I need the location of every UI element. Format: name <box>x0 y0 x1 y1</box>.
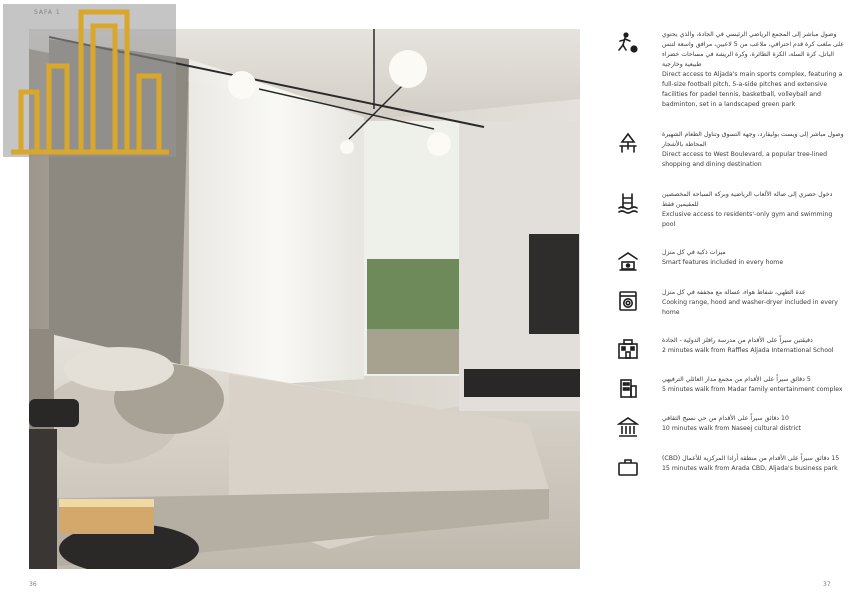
feature-english-text: Smart features included in every home <box>662 259 784 266</box>
school-icon <box>617 338 639 360</box>
page-number-right: 37 <box>823 581 831 588</box>
feature-arabic-text: عدة الطهي، شفاط هواء، غسالة مع مجففة في كل منزل <box>662 289 806 296</box>
feature-item-raffles-school <box>613 336 843 366</box>
feature-item-arada-cbd <box>613 454 843 484</box>
runner-icon <box>617 32 639 54</box>
pool-icon <box>617 192 639 214</box>
feature-arabic-text: 15 دقائق سيراً على الأقدام من منطقة أرادا المركزية للأعمال (CBD) <box>662 455 840 462</box>
briefcase-icon <box>617 456 639 478</box>
feature-english-text: 15 minutes walk from Arada CBD, Aljada's business park <box>662 465 838 472</box>
building-icon <box>617 377 639 399</box>
feature-english-text: Exclusive access to residents'-only gym and swimming pool <box>662 211 833 228</box>
feature-arabic-text: وصول مباشر إلى المجمع الرياضي الرئيسي في الجادة، والذي يحتوي على ملعب كرة قدم احترافي، ملاعب من 5 لاعبين، مرافق واسعة لتنس الباتل، كرة السلة، الكرة الطائرة، وكرة الريشة في مساحات خضراء طبيعية وخارجية <box>662 31 844 68</box>
feature-english-text: 10 minutes walk from Naseej cultural district <box>662 425 802 432</box>
page-number-left: 36 <box>29 581 37 588</box>
feature-arabic-text: دقيقتين سيراً على الأقدام من مدرسة رافلز الدولية - الجادة <box>662 337 813 344</box>
feature-english-text: Direct access to Aljada's main sports complex, featuring a full-size football pitch, 5-a-side pitches and extensive facilities for padel tennis, basketball, volleyball and badminton, set in a landscaped green park <box>662 71 843 108</box>
tree-bench-icon <box>617 132 639 154</box>
feature-item-gym-pool <box>613 190 843 230</box>
feature-item-madar <box>613 375 843 405</box>
logo-watermark <box>3 4 176 157</box>
feature-item-smart-home <box>613 248 843 278</box>
feature-english-text: 5 minutes walk from Madar family entertainment complex <box>662 386 843 393</box>
smart-home-icon <box>617 250 639 272</box>
building-logo-icon <box>3 4 176 157</box>
washer-icon <box>617 290 639 312</box>
feature-arabic-text: 5 دقائق سيراً على الأقدام من مجمع مدار العائلي الترفيهي <box>662 376 811 383</box>
feature-item-appliances <box>613 288 843 328</box>
feature-arabic-text: دخول حصري إلى صالة الألعاب الرياضية وبركة السباحة المخصصين للمقيمين فقط <box>662 191 833 208</box>
feature-arabic-text: وصول مباشر إلى ويست بوليفارد، وجهة التسوق وتناول الطعام الشهيرة المحاطة بالأشجار <box>662 131 844 148</box>
cultural-district-icon <box>617 416 639 438</box>
feature-english-text: 2 minutes walk from Raffles Aljada International School <box>662 347 834 354</box>
feature-english-text: Direct access to West Boulevard, a popular tree-lined shopping and dining destination <box>662 151 828 168</box>
feature-arabic-text: 10 دقائق سيراً على الأقدام من حي نسيج الثقافي <box>662 415 789 422</box>
feature-item-naseej <box>613 414 843 444</box>
feature-english-text: Cooking range, hood and washer-dryer included in every home <box>662 299 838 316</box>
feature-item-sports-complex <box>613 30 843 110</box>
feature-item-west-boulevard <box>613 130 843 170</box>
feature-arabic-text: ميزات ذكية في كل منزل <box>662 249 726 256</box>
